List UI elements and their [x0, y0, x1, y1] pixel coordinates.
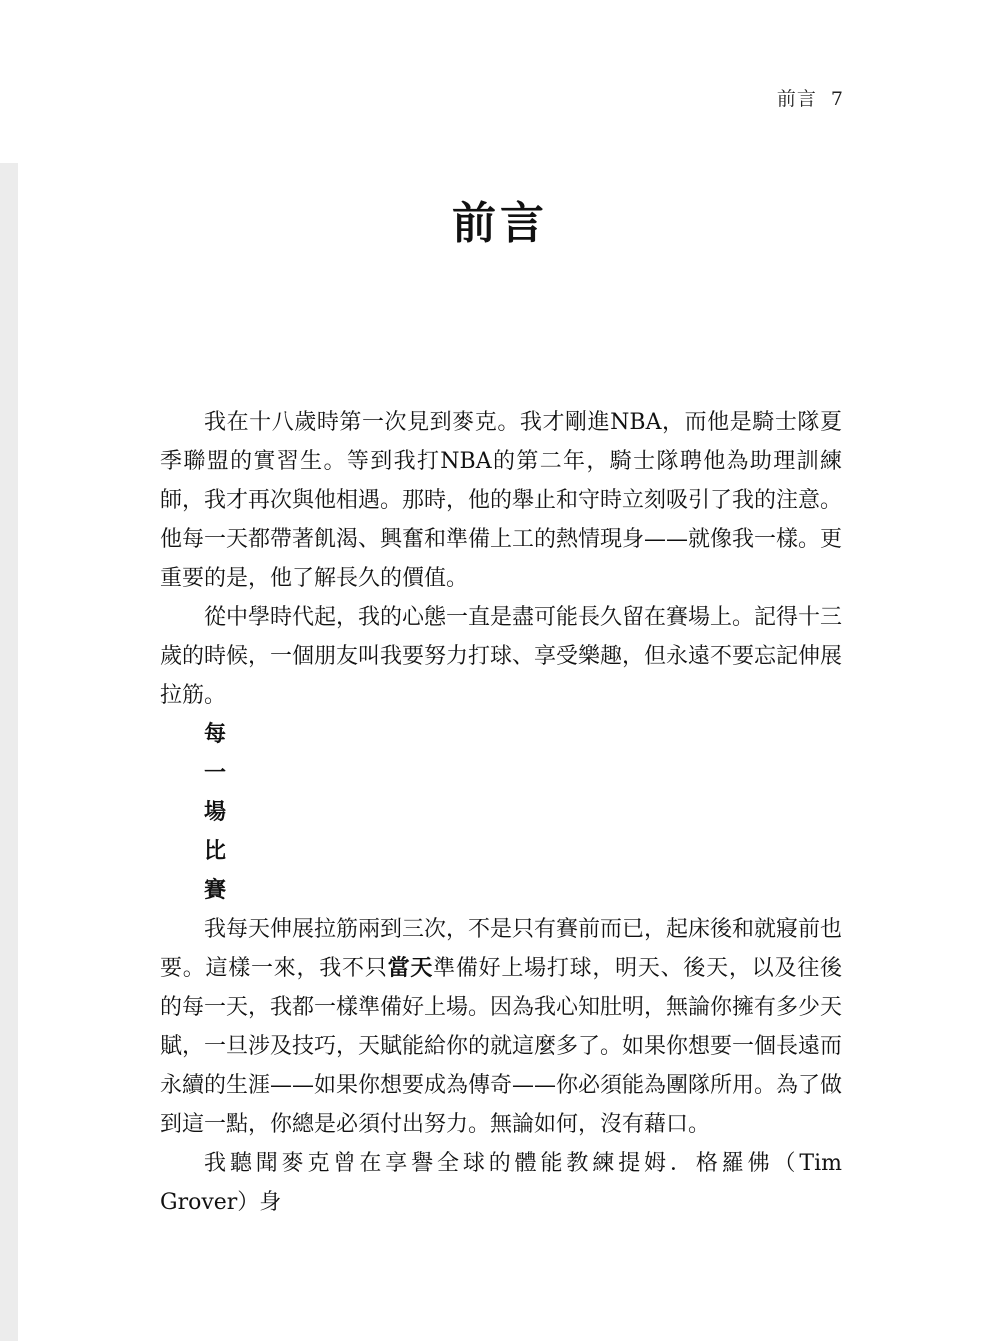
paragraph-3	[160, 910, 842, 1144]
running-title: 前言	[776, 88, 817, 110]
vertical-emphasis-phrase	[204, 715, 842, 910]
paragraph-4: 我聽聞麥克曾在享譽全球的體能教練提姆．格羅佛（Tim Grover）身	[160, 1151, 842, 1215]
page-edge-shadow	[0, 163, 18, 1341]
paragraph-1: 我在十八歲時第一次見到麥克。我才剛進NBA，而他是騎士隊夏季聯盟的實習生。等到我打NBA的第二年，騎士隊聘他為助理訓練師，我才再次與他相遇。那時，他的舉止和守時立刻吸引了我的注意。他每一天都帶著飢渴、興奮和準備上工的熱情現身——就像我一樣。更重要的是，他了解長久的價值。	[160, 410, 843, 591]
body-text	[160, 403, 842, 1222]
paragraph-3-start: 我每天伸展拉筋兩到三次，不是只有賽前而已，起床後和就寢前也要。這樣一來，我不只	[160, 917, 843, 981]
running-header	[777, 84, 844, 111]
vertical-char: 每	[204, 721, 227, 747]
vertical-char: 一	[204, 760, 227, 786]
paragraph-2: 從中學時代起，我的心態一直是盡可能長久留在賽場上。記得十三歲的時候，一個朋友叫我要努力打球、享受樂趣，但永遠不要忘記伸展拉筋。	[160, 605, 843, 708]
vertical-char: 比	[204, 838, 227, 864]
page-number: 7	[830, 88, 844, 110]
vertical-char: 場	[204, 799, 227, 825]
vertical-char: 賽	[204, 877, 227, 903]
chapter-title: 前言	[452, 198, 548, 249]
paragraph-3-end: 準備好上場打球，明天、後天，以及往後的每一天，我都一樣準備好上場。因為我心知肚明，無論你擁有多少天賦，一旦涉及技巧，天賦能給你的就這麼多了。如果你想要一個長遠而永續的生涯——如果你想要成為傳奇——你必須能為團隊所用。為了做到這一點，你總是必須付出努力。無論如何，沒有藉口。	[160, 956, 843, 1137]
emphasis-text: 當天	[387, 955, 434, 981]
